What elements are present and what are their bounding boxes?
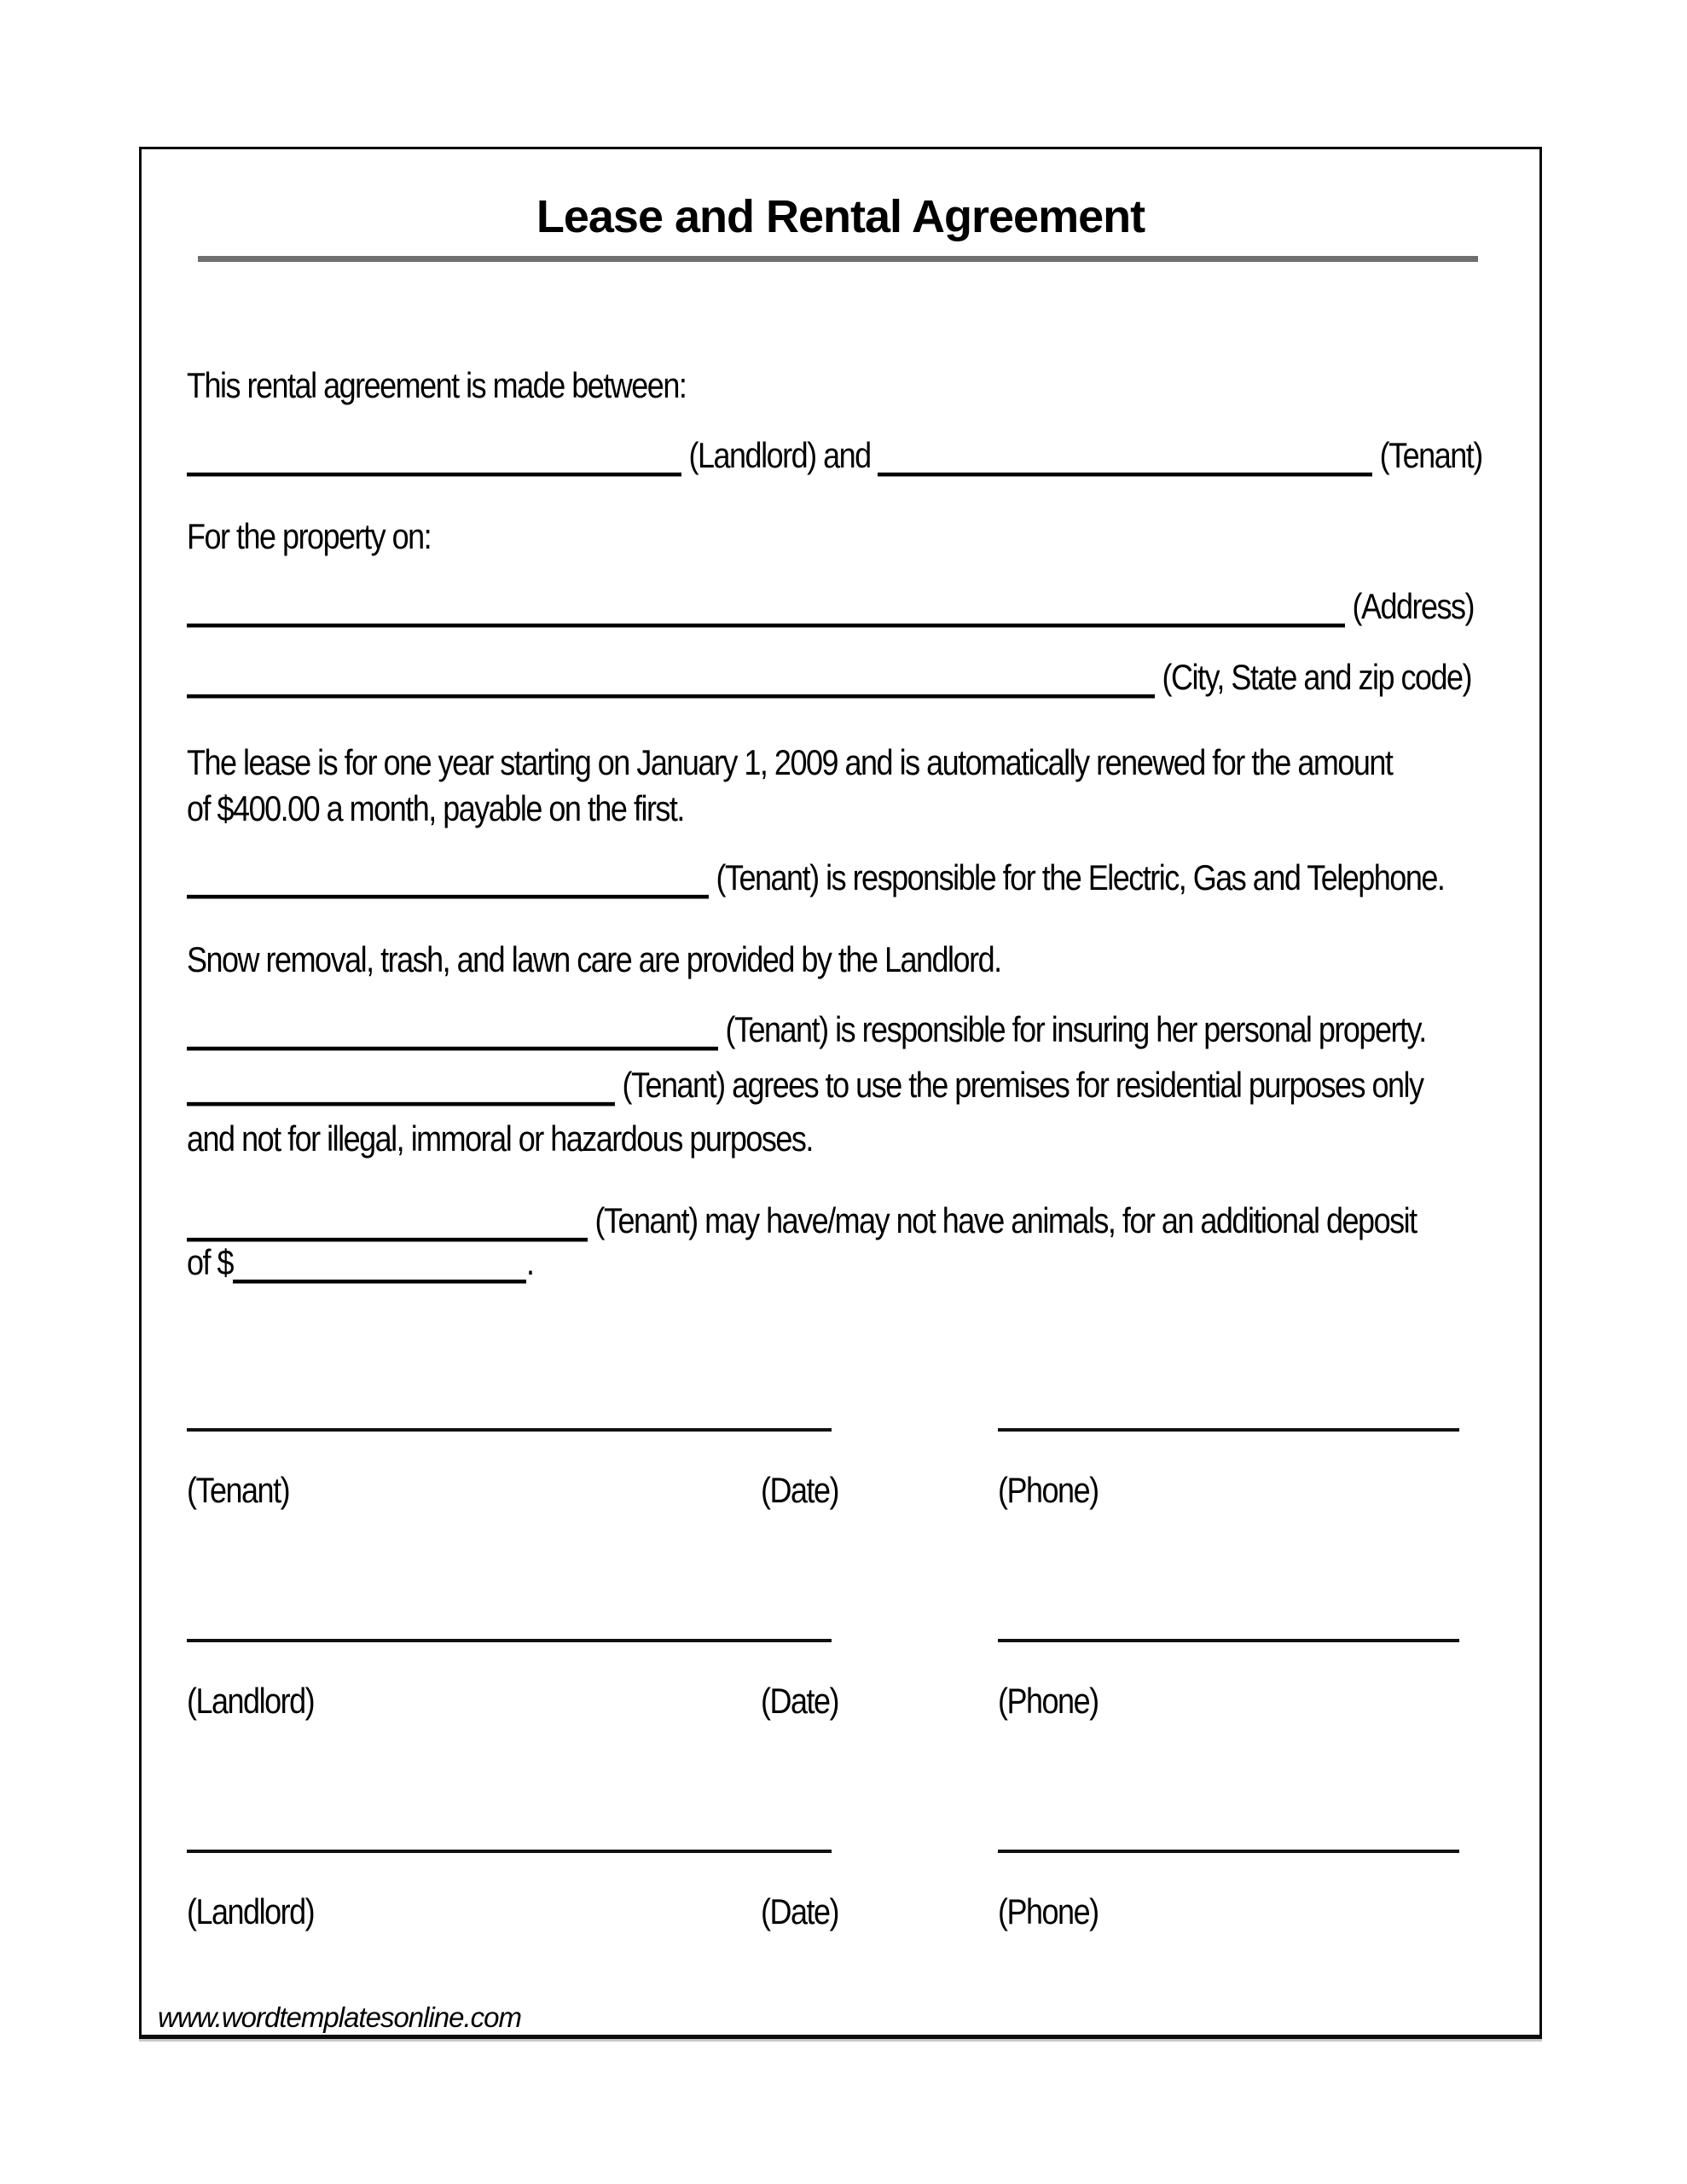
line-address	[187, 585, 1474, 628]
animals-label-2-suffix: .	[526, 1242, 534, 1283]
footer-url: www.wordtemplatesonline.com	[158, 2001, 522, 2033]
landlord2-signature-line[interactable]	[187, 1850, 832, 1853]
landlord2-date-label: (Date)	[761, 1891, 839, 1932]
landlord1-signature-label: (Landlord)	[187, 1681, 315, 1722]
tenant-label: (Tenant)	[1372, 435, 1482, 476]
line-services	[187, 938, 1001, 981]
landlord1-phone-label: (Phone)	[998, 1681, 1099, 1722]
tenant-phone-label: (Phone)	[998, 1470, 1099, 1511]
animals-label-2-prefix: of $	[187, 1242, 234, 1283]
tenant-phone-line[interactable]	[998, 1428, 1459, 1432]
animals-label-1: (Tenant) may have/may not have animals, for an additional deposit	[588, 1200, 1417, 1241]
tenant-signature-label: (Tenant)	[187, 1470, 290, 1511]
page	[139, 147, 1542, 2039]
landlord1-signature-line[interactable]	[187, 1639, 832, 1642]
landlord2-phone-line[interactable]	[998, 1850, 1459, 1853]
line-lease-terms-1	[187, 741, 1392, 784]
intro-text: This rental agreement is made between:	[187, 365, 687, 406]
line-lease-terms-2	[187, 787, 684, 830]
services-text: Snow removal, trash, and lawn care are provided by the Landlord.	[187, 939, 1001, 980]
page-title: Lease and Rental Agreement	[536, 191, 1145, 242]
tenant-use-field[interactable]	[187, 1092, 615, 1106]
utilities-label: (Tenant) is responsible for the Electric, Gas and Telephone.	[709, 857, 1445, 898]
lease-terms-text-1: The lease is for one year starting on January 1, 2009 and is automatically renewed for the amount	[187, 742, 1393, 783]
use-label-1: (Tenant) agrees to use the premises for residential purposes only	[615, 1065, 1423, 1106]
tenant-date-label: (Date)	[761, 1470, 839, 1511]
line-intro	[187, 364, 686, 407]
landlord1-date-label: (Date)	[761, 1681, 839, 1722]
line-city	[187, 656, 1471, 699]
landlord1-phone-line[interactable]	[998, 1639, 1459, 1642]
line-use-2	[187, 1118, 813, 1160]
tenant-name-field[interactable]	[878, 462, 1372, 476]
landlord2-phone-label: (Phone)	[998, 1891, 1099, 1932]
address-field[interactable]	[187, 613, 1345, 627]
property-heading-text: For the property on:	[187, 516, 432, 557]
line-animals-2	[187, 1241, 534, 1284]
landlord2-signature-label: (Landlord)	[187, 1891, 315, 1932]
landlord-name-field[interactable]	[187, 462, 681, 476]
tenant-animals-field[interactable]	[187, 1228, 588, 1241]
line-insurance	[187, 1008, 1426, 1051]
tenant-signature-line[interactable]	[187, 1428, 832, 1432]
line-use-1	[187, 1064, 1423, 1107]
line-utilities	[187, 857, 1444, 899]
address-label: (Address)	[1345, 586, 1475, 627]
tenant-insurance-field[interactable]	[187, 1037, 718, 1050]
use-label-2: and not for illegal, immoral or hazardous purposes.	[187, 1118, 813, 1159]
deposit-amount-field[interactable]	[233, 1269, 526, 1283]
tenant-utilities-field[interactable]	[187, 885, 709, 898]
title-rule	[198, 256, 1478, 262]
city-label: (City, State and zip code)	[1155, 657, 1472, 698]
insurance-label: (Tenant) is responsible for insuring her personal property.	[718, 1009, 1426, 1050]
landlord-label: (Landlord) and	[681, 435, 878, 476]
line-animals-1	[187, 1199, 1417, 1242]
line-property-heading	[187, 515, 431, 558]
line-parties	[187, 434, 1482, 477]
city-state-zip-field[interactable]	[187, 684, 1155, 698]
lease-terms-text-2: of $400.00 a month, payable on the first.	[187, 788, 684, 829]
